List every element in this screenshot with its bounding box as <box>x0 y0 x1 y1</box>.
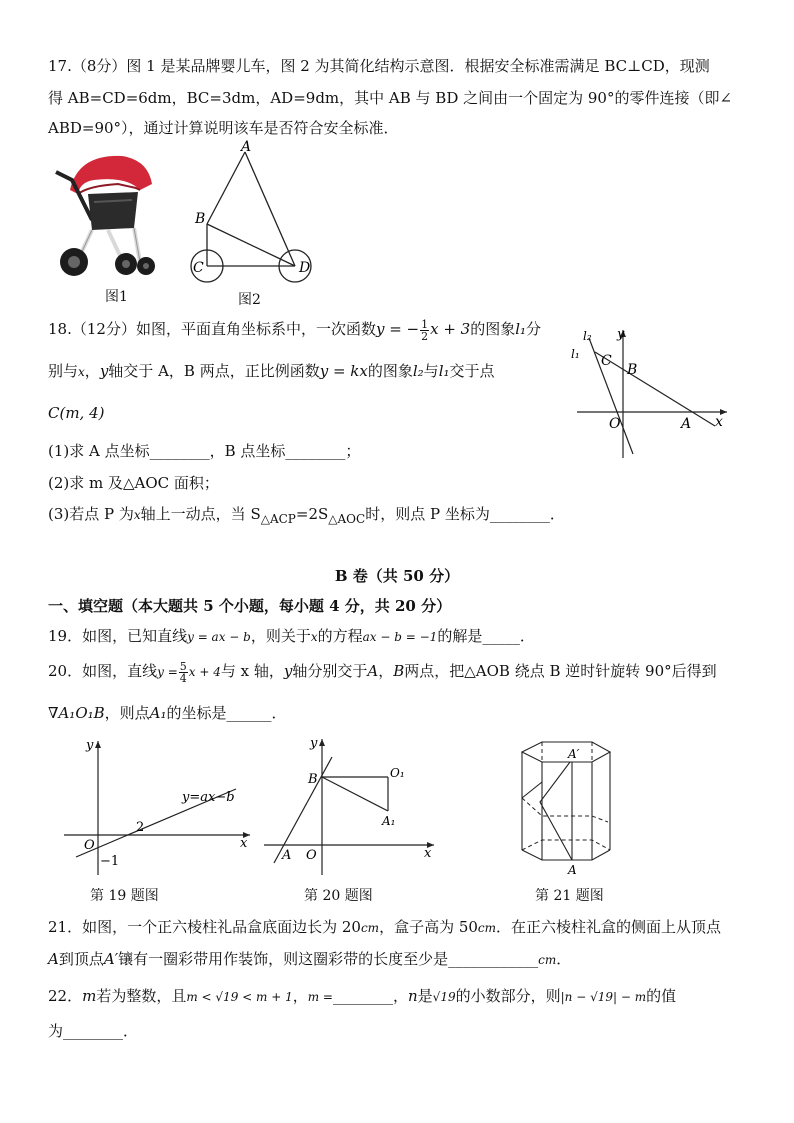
svg-text:2: 2 <box>136 820 145 835</box>
q18-point-c: C(m, 4) <box>48 404 105 422</box>
q17-line2: 得 AB=CD=6dm，BC=3dm，AD=9dm，其中 AB 与 BD 之间由一个固定为 90°的零件连接（即∠ <box>48 89 733 107</box>
q20-line2: ∇A₁O₁B，则点A₁的坐标是______． <box>48 704 287 722</box>
q19-text: 19．如图，已知直线y = ax − b，则关于x的方程ax − b = −1的解是_____． <box>48 627 535 645</box>
svg-text:x: x <box>424 846 432 861</box>
svg-text:A: A <box>282 848 292 863</box>
q21-figure <box>512 738 622 878</box>
svg-text:l₂: l₂ <box>583 329 592 343</box>
svg-text:O: O <box>306 848 317 863</box>
label-B: B <box>195 211 206 227</box>
svg-text:A₁: A₁ <box>382 814 396 828</box>
svg-text:O: O <box>84 838 95 853</box>
q20-line1: 20．如图，直线y = $\frac{5}{4}$ x + 4与 x 轴，y轴分别交于A，B两点，把△AOB 绕点 B 逆时针旋转 90°后得到 <box>48 659 717 685</box>
q18-line2: 别与x，y轴交于 A，B 两点，正比例函数y = kx的图象l₂与l₁交于点 <box>48 362 495 380</box>
q18-sub1: (1)求 A 点坐标________，B 点坐标________； <box>48 442 361 460</box>
svg-text:A: A <box>568 863 577 877</box>
fig2-caption: 图2 <box>238 292 261 308</box>
svg-text:C: C <box>601 353 612 369</box>
svg-text:x: x <box>715 414 723 430</box>
q17-figure2 <box>185 140 325 285</box>
stroller-image <box>48 150 160 282</box>
q18-figure <box>565 322 735 462</box>
q20-caption: 第 20 题图 <box>304 888 373 904</box>
svg-text:y: y <box>617 327 625 342</box>
q18-sub3: (3)若点 P 为x轴上一动点，当 $S_{\triangle ACP}=2S_{\triangle AOC}$时，则点 P 坐标为________． <box>48 505 565 526</box>
q21-caption: 第 21 题图 <box>535 888 604 904</box>
q18-sub2: (2)求 m 及△AOC 面积； <box>48 474 219 492</box>
label-D: D <box>299 260 311 276</box>
svg-text:−1: −1 <box>100 854 120 869</box>
q19-figure <box>60 735 260 880</box>
svg-text:O₁: O₁ <box>390 766 405 780</box>
svg-text:B: B <box>308 772 318 787</box>
label-C: C <box>193 260 204 276</box>
q21-line2: A到顶点A′镶有一圈彩带用作装饰，则这圈彩带的长度至少是____________cm． <box>48 950 572 968</box>
q19-caption: 第 19 题图 <box>90 888 159 904</box>
section-b-title: B 卷（共 50 分） <box>334 567 460 585</box>
svg-text:x: x <box>240 836 248 851</box>
svg-text:y=ax−b: y=ax−b <box>182 790 235 805</box>
svg-text:y: y <box>310 736 318 751</box>
q17-line1: 17.（8分）图 1 是某品牌婴儿车，图 2 为其简化结构示意图．根据安全标准需满足 BC⊥CD，现测 <box>48 57 710 75</box>
svg-text:A′: A′ <box>568 747 580 761</box>
fig1-caption: 图1 <box>105 289 128 305</box>
svg-text:B: B <box>627 362 638 378</box>
label-A: A <box>241 140 252 155</box>
svg-text:O: O <box>609 416 621 432</box>
svg-text:y: y <box>86 738 94 753</box>
section-b-part1: 一、填空题（本大题共 5 个小题，每小题 4 分，共 20 分） <box>48 597 452 615</box>
q22-line1: 22．m若为整数，且m < √19 < m + 1，m =________，n是√19的小数部分，则|n − √19| − m的值 <box>48 987 677 1005</box>
svg-text:l₁: l₁ <box>571 347 580 361</box>
q18-line1: 18.（12分）如图，平面直角坐标系中，一次函数y = − $\frac{1}{2}$ x + 3的图象l₁分 <box>48 317 542 343</box>
q17-line3: ABD=90°），通过计算说明该车是否符合安全标准． <box>48 119 399 137</box>
q22-line2: 为________． <box>48 1022 139 1040</box>
q21-line1: 21．如图，一个正六棱柱礼品盒底面边长为 20cm，盒子高为 50cm．在正六棱柱礼盒的侧面上从顶点 <box>48 918 722 936</box>
q20-figure <box>262 733 442 878</box>
svg-text:A: A <box>681 416 692 432</box>
